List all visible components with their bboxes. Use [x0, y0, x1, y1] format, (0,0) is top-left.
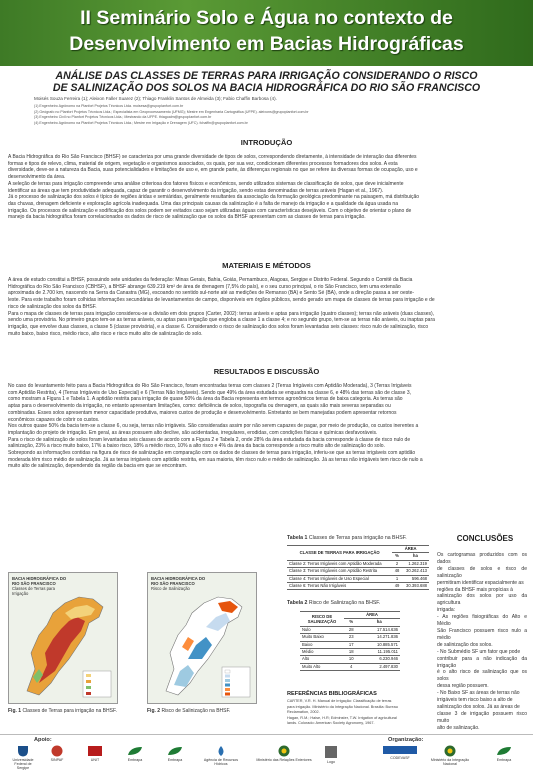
text-line: leste. Para este trabalho foram colhidas informações secundárias de levantamentos de campo, disponíveis em órgãos públicos, sendo gerado um mapa de classes de terras para irrigação e de	[8, 297, 435, 304]
water-drop-icon	[214, 745, 228, 757]
reference-line: Reclamation, 2002.	[287, 710, 320, 714]
cell-pct: 48	[392, 568, 401, 575]
text-line: identificar as áreas que tem produtividade adequada, capaz de garantir o desenvolvimento da irrigação, sendo estas denominadas de terras aráveis (Hagan et al., 1967).	[8, 187, 384, 194]
table-header-row	[287, 546, 429, 553]
text-line: formas e tipos de relevo, clima, material de origem, vegetação e organismos associados, os quais, por sua vez, condicionam diferentes processos formadores dos solos. A esta	[8, 160, 398, 167]
text-line: irrigáveis tem risco baixo a alto de	[437, 697, 513, 704]
sponsor-logo	[320, 745, 342, 765]
cell-pct: 1	[392, 575, 401, 582]
organization-label: Organização:	[388, 737, 424, 743]
cell-risk: Alto	[300, 656, 344, 663]
references-heading: REFERÊNCIAS BIBLIOGRÁFICAS	[287, 691, 377, 697]
intro-text	[8, 154, 525, 221]
sponsor-logo-name: Logo	[327, 760, 335, 764]
affiliation: (1) Engenheiro Agrônomo na Planfort Projetos Técnicos Ltda. moisesa@grupoplanfort.com.br	[34, 104, 184, 108]
text-line: - As regiões fisiográficas do Alto e Médio	[437, 614, 527, 628]
table2-label: Tabela 2	[287, 600, 308, 606]
affiliation: (2) Geógrafo no Planfort Projetos Técnicos Ltda.; Especialista em Geoprocessamento (UFMG); Mestre em Engenharia Cartográfica (UFPE). aleixons@grupoplanfort.com.br	[34, 109, 309, 114]
text-line: muito baixo, baixo risco, médio risco, alto risco e risco muito alto de salinização do solo.	[8, 330, 203, 337]
text-line: manejo da bacia hidrográfica foram correlacionados os dados de risco de salinização que os solos da BHSF apresentam com as classes de terras para irrigação.	[8, 214, 366, 221]
shield-icon	[17, 745, 29, 757]
fig1-label: Fig. 1	[8, 708, 22, 714]
text-line: irrigação, que envolve duas classes, a classe 5 (classe provisória), e a classe 6. Considerando o risco de salinização dos solos foram levantadas seis classes: risco nulo de salinização, risco	[8, 323, 429, 330]
text-line: classe 3 de irrigação possuem risco muito	[437, 710, 527, 724]
event-title-line2: Desenvolvimento em Bacias Hidrográficas	[69, 33, 464, 55]
text-line: como mostram a Figura 1 e Tabela 1. A aptidão restrita para irrigação de quase 50% da área da Bacia representa em termos agronômicos terras de baixa categoria. As terras são	[8, 396, 403, 403]
cell-risk: Muito Baixo	[300, 634, 344, 641]
text-line: Para o risco de salinização de solos foram levantadas seis classes de acordo com a Figura 2 e Tabela 2, onde 28% da área estudada da bacia corresponde à classe de risco nulo de	[8, 436, 411, 443]
cell-class: Classe 2: Terras Irrigáveis com Aptidão Moderada	[287, 560, 392, 567]
logo-mark-icon	[87, 745, 103, 757]
sponsor-logo	[256, 745, 312, 765]
text-line: de classes de solos e risco de salinização	[437, 565, 527, 579]
table-row	[287, 575, 429, 582]
intro-heading: INTRODUÇÃO	[240, 138, 293, 147]
col-class: CLASSE DE TERRAS PARA IRRIGAÇÃO	[287, 546, 392, 561]
methods-text	[8, 277, 525, 337]
table1-title	[287, 535, 407, 541]
text-line: de salinização dos solos.	[437, 641, 493, 648]
table-row	[287, 583, 429, 590]
map-salinization-risk-graphic	[148, 573, 256, 703]
fig2-label: Fig. 2	[147, 708, 161, 714]
methods-heading: MATERIAIS E MÉTODOS	[222, 261, 311, 270]
cell-class: Classe 4: Terras Irrigáveis de Uso Especial	[287, 575, 392, 582]
map-land-classes	[8, 572, 118, 704]
affiliation: (3) Engenheiro Civil no Planfort Projetos Técnicos Ltda.; Mestrando da UFPE. thiagoalm@grupoplanfort.com.br	[34, 115, 212, 120]
text-line: econômicos capazes de cobrir os custos.	[8, 416, 100, 423]
text-line: Sobrepondo as informações contidas na figura de risco de salinização em comparação com os dados de classes de terras para irrigação, inferiu-se que as terras irrigáveis com aptidão	[8, 450, 416, 457]
leaf-icon	[126, 745, 144, 757]
organizer-logo-name: Embrapa	[496, 758, 512, 762]
text-line: dessa região possuem.	[437, 683, 489, 690]
map-salinization-risk-title	[151, 576, 211, 591]
cell-pct: 17	[344, 641, 358, 648]
cell-ha: 1.262.319	[402, 560, 429, 567]
table-row	[300, 626, 400, 633]
organizer-logo	[484, 745, 524, 765]
event-banner	[0, 0, 533, 66]
cell-risk: Muito Alto	[300, 663, 344, 670]
logo-mark-icon	[50, 745, 64, 757]
text-line: combinadas. Esses solos apresentam menor capacidade produtiva, maiores custos de produção e desenvolvimento. Entretanto se bem manejadas podem apresentar retornos	[8, 409, 397, 416]
cell-risk: Médio	[300, 649, 344, 656]
text-line: Já o processo de salinização dos solos é típico de regiões áridas e semiáridas, geralmente resultantes da associação da formação geológica predominante na paisagem, má distribuição	[8, 194, 420, 201]
col-risk: RISCO DE SALINIZAÇÃO	[300, 612, 344, 627]
cell-ha: 596.468	[402, 575, 429, 582]
text-line: Os cartogramas produzidos com os dados	[437, 552, 527, 565]
cell-ha: 2.497.830	[358, 663, 400, 670]
text-line: permitiram identificar espacialmente as	[437, 579, 524, 586]
text-line: irrigação. Os processos de salinização e sodificação dos solos podem ser evitados caso sejam utilizadas águas com características desejáveis. Com o objetivo de orientar o plano de	[8, 207, 412, 214]
map-subtitle: Risco de Salinização	[151, 586, 190, 591]
text-line: irrigada:	[437, 607, 456, 614]
results-heading: RESULTADOS E DISCUSSÃO	[213, 367, 320, 376]
text-line: salinização dos solos por uso da agricultura	[437, 593, 527, 607]
text-line: risco de salinização dos solos da BHSF.	[8, 303, 97, 310]
affiliations	[34, 104, 309, 126]
reference-line: CARTER, V.R. H. Manual de irrigação: Classificação de terras	[287, 699, 392, 703]
conclusions-text	[437, 552, 527, 732]
conclusions-heading: CONCLUSÕES	[456, 534, 514, 543]
sponsor-logo	[120, 745, 150, 765]
text-line: São Francisco possuem risco nulo a médio	[437, 627, 527, 641]
text-line: muito alto de salinização, dependendo da região da bacia em que se encontram.	[8, 463, 188, 470]
text-line: diversidade, deve-se a natureza da Bacia, suas potencialidades e limitações de uso e, em grande parte, às diferenças regionais no que se refere às diversas formas de ocupação, uso e	[8, 167, 418, 174]
authors: Moisés Souza Ferreira (1); Aleixon Faller Suarez (2); Thiago Franklin Santos de Almeida (3); Fabio Chaffin Barbosa (4).	[34, 96, 277, 101]
support-label: Apoio:	[34, 737, 52, 743]
text-line: sendo uma provisória. No primeiro grupo tem-se as terras aráveis, ou aptas para irrigação que engloba a classe 1 a classe 4; e no segundo grupo, tem-se as terras não aráveis, ou inaptas para	[8, 317, 435, 324]
text-line: Para o mapa de classes de terras para irrigação considerou-se a divisão em dois grupos (Carter, 2002): terras aráveis e aptas para irrigação (quatro classes); terras não aráveis (duas classes),	[8, 310, 435, 317]
leaf-icon	[166, 745, 184, 757]
cell-ha: 6.230.946	[358, 656, 400, 663]
logo-mark-icon	[324, 745, 338, 759]
table-row	[300, 656, 400, 663]
text-line: A área de estudo constitui a BHSF, possuindo sete unidades da federação: Minas Gerais, Bahia, Goiás, Pernambuco, Alagoas, Sergipe e Distrito Federal. Segundo o Comitê da Bacia	[8, 277, 413, 283]
cell-pct: 18	[344, 649, 358, 656]
text-line: das chuvas, drenagem deficiente e exploração agrícola inadequada. Uma das principais causas da salinização é a falta de manejo da irrigação e a qualidade da água usada na	[8, 200, 398, 207]
table2-caption: Risco de Salinização na BHSF.	[307, 600, 381, 606]
col-ha: ha	[402, 553, 429, 560]
text-line: A seleção de terras para irrigação compreende uma análise criteriosa dos fatores físicos e econômicos, sendo utilizados sistemas de classificação de solos, que deve inicialmente	[8, 180, 404, 187]
figure1-caption	[8, 708, 117, 714]
cell-class: Classe 3: Terras Irrigáveis com Aptidão Restrita	[287, 568, 392, 575]
map-salinization-risk	[147, 572, 257, 704]
col-ha: ha	[358, 619, 400, 626]
map-subtitle: Classes de Terras para Irrigação	[12, 586, 55, 596]
reference-line: Hagan, R.M.; Haise, H.R; Edminster, T.W. Irrigation of agricultural	[287, 715, 397, 720]
cell-pct: 2	[392, 560, 401, 567]
text-line: alto de salinização.	[437, 724, 480, 731]
text-line: contribuir para a não indicação da irrigação	[437, 655, 527, 669]
text-line: - No Baixo SF as áreas de terras não	[437, 690, 520, 697]
organizer-logo-name: CODEVASF	[390, 756, 410, 760]
cell-ha: 17.514.636	[358, 626, 400, 633]
reference-line: lands. Colorado: American Society Agronomy, 1967.	[287, 721, 375, 725]
col-pct: %	[344, 619, 358, 626]
table-row	[300, 649, 400, 656]
cell-ha: 10.885.571	[358, 641, 400, 648]
table-row	[287, 560, 429, 567]
text-line: regiões da BHSF mais propícias à	[437, 586, 513, 593]
cell-pct: 10	[344, 656, 358, 663]
cell-risk: Baixo	[300, 641, 344, 648]
paper-title	[10, 70, 523, 94]
cell-pct: 49	[392, 583, 401, 590]
table-header-row	[300, 612, 400, 619]
cell-risk: Nulo	[300, 626, 344, 633]
emblem-icon	[278, 745, 290, 757]
col-area: ÁREA	[392, 546, 429, 553]
col-area: ÁREA	[344, 612, 400, 619]
text-line: Nos outros quase 50% da bacia tem-se a classe 6, ou seja, terras não irrigáveis. São consideradas assim por não serem capazes de pagar, por meio de produção, os custos inerentes a	[8, 423, 419, 430]
affiliation: (4) Engenheiro Agrônomo na Planfort Projetos Técnicos Ltda.; Mestre em Irrigação e Drenagem (UFC). fchaffin@grupoplanfort.com.br	[34, 120, 248, 125]
sponsor-logo-name: Ministério das Relações Exteriores	[256, 758, 312, 762]
map-title: BACIA HIDROGRÁFICA DO RIO SÃO FRANCISCO	[151, 576, 206, 586]
reference-line: para irrigação. Ministério da Integração Nacional. Brasília: Bureau	[287, 704, 398, 709]
table-row	[300, 663, 400, 670]
text-line: - No Submédio SF um fator que pode	[437, 648, 521, 655]
text-line: salinização dos solos. Já as áreas de	[437, 703, 520, 710]
cell-ha: 14.271.836	[358, 634, 400, 641]
cell-pct: 4	[344, 663, 358, 670]
table-row	[287, 568, 429, 575]
figure2-caption	[147, 708, 230, 714]
text-line: aptas para o desenvolvimento da irrigação, no entanto apresentam limitações, como: deficiência de solos, topografia ou drenagem, as quais são mais severas separadas ou	[8, 403, 391, 410]
sponsor-logo-name: Embrapa	[127, 758, 143, 762]
sponsor-logo-name: Agência de Recursos Hídricos	[203, 758, 239, 767]
table2-title	[287, 600, 380, 606]
sponsor-logo-name: Universidade Federal de Sergipe	[12, 758, 34, 771]
footer-sponsors	[0, 734, 533, 769]
organizer-logo	[380, 745, 420, 765]
table1-caption: Classes de Terras para irrigação na BHSF.	[307, 535, 407, 541]
text-line: aproximada de 2.700 km, nascendo na Serra da Canastra (MG), escoando no sentido sul-norte até as medições de Remanso (BA) e Sento Sé (BA), onde a direção passa a ser oeste-	[8, 290, 415, 297]
map-title: BACIA HIDROGRÁFICA DO RIO SÃO FRANCISCO	[12, 576, 67, 586]
text-line: desenvolvimento da área.	[8, 174, 66, 181]
organizer-logo	[426, 745, 474, 765]
cell-pct: 23	[344, 634, 358, 641]
sponsor-logo	[44, 745, 70, 765]
organizer-logo-name: Ministério da Integração Nacional	[430, 758, 470, 767]
paper-title-line1: ANÁLISE DAS CLASSES DE TERRAS PARA IRRIGAÇÃO CONSIDERANDO O RISCO	[55, 70, 478, 82]
emblem-icon	[444, 745, 456, 757]
map-land-classes-title	[12, 576, 72, 596]
sponsor-logo	[82, 745, 108, 765]
cell-ha: 11.195.011	[358, 649, 400, 656]
col-pct: %	[392, 553, 401, 560]
sponsor-logo	[160, 745, 190, 765]
text-line: com Aptidão Restrita), 4 (Terras Irrigáveis de Uso Especial) e 6 (Terras Não Irrigáveis). Sendo que 49% da área estudada se enquadra na classe 6, e 48% das terras são de classe 3,	[8, 389, 411, 396]
logo-mark-icon	[383, 745, 417, 755]
event-title-line1: II Seminário Solo e Água no contexto de	[80, 7, 453, 29]
table1-label: Tabela 1	[287, 535, 308, 541]
sponsor-logo	[198, 745, 244, 765]
table-land-classes	[287, 545, 429, 590]
text-line: Hidrográfica do Rio São Francisco (CBHSF), a BHSF abrange 639.219 km² de área de drenagem (7,5% do país), e o seu curso principal, o rio São Francisco, tem uma extensão	[8, 283, 401, 290]
fig2-text: Risco de Salinização na BHSF.	[160, 708, 231, 714]
cell-ha: 30.393.688	[402, 583, 429, 590]
table-row	[300, 641, 400, 648]
table-row	[300, 634, 400, 641]
sponsor-logo	[8, 745, 38, 771]
fig1-text: Classes de Terras para irrigação na BHSF.	[21, 708, 117, 714]
text-line: moderada têm risco médio de salinização. Já as terras irrigáveis com aptidão restrita, em sua maioria, têm risco nulo e médio de salinização. Já as terras não irrigáveis tem risco de nulo a	[8, 456, 423, 463]
references-text	[287, 699, 427, 727]
sponsor-logo-name: UNIT	[90, 758, 100, 762]
text-line: No caso do levantamento feito para a Bacia Hidrográfica do Rio São Francisco, foram encontradas terras com classes 2 (Terras Irrigáveis com Aptidão Moderada), 3 (Terras Irrigáveis	[8, 383, 412, 389]
text-line: A Bacia Hidrográfica do Rio São Francisco (BHSF) se caracteriza por uma grande diversidade de tipos de solos, correspondendo diretamente, à intensidade de interação das diferentes	[8, 154, 417, 160]
text-line: é o alto risco de salinização que os solos	[437, 669, 527, 683]
text-line: implantação do projeto de irrigação. Em geral, as áreas possuem alto declive, são acidentadas, irregulares, erodidas, com condições físicas e químicas desfavoráveis.	[8, 429, 378, 436]
table-salinization-risk	[300, 611, 400, 671]
results-text	[8, 383, 525, 470]
cell-class: Classe 6: Terras Não Irrigáveis	[287, 583, 392, 590]
leaf-icon	[495, 745, 513, 757]
sponsor-logo-name: Embrapa	[167, 758, 183, 762]
cell-pct: 28	[344, 626, 358, 633]
text-line: salinização, 23% a risco muito baixo, 17% a baixo risco, 18% a médio risco, 10% a alto risco e 4% da área da bacia corresponde a risco muito alto de salinização do solo.	[8, 443, 385, 450]
sponsor-logo-name: SINPAF	[50, 758, 64, 762]
cell-ha: 30.262.413	[402, 568, 429, 575]
paper-title-line2: DE SALINIZAÇÃO DOS SOLOS NA BACIA HIDROGRÁFICA DO RIO SÃO FRANCISCO	[52, 82, 481, 94]
